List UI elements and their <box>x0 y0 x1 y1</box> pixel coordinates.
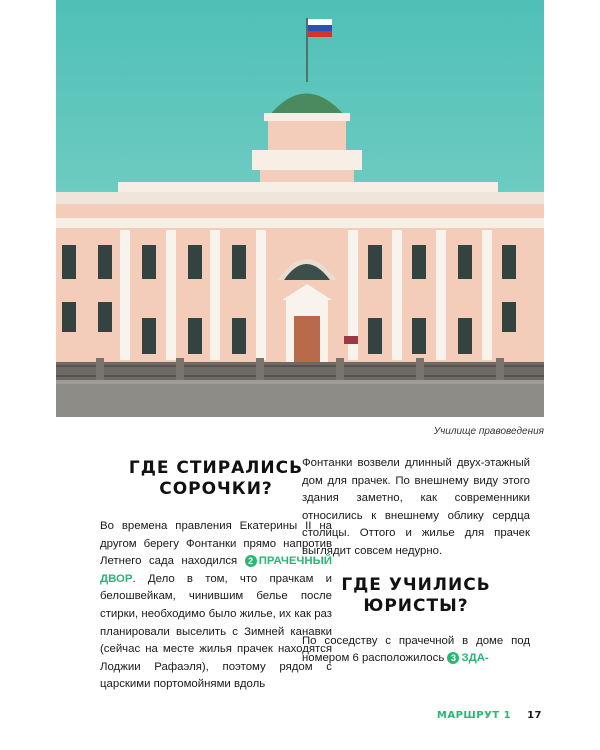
section-title-lawyers: ГДЕ УЧИЛИСЬ ЮРИСТЫ? <box>341 574 491 616</box>
place-number-badge: 2 <box>245 555 257 567</box>
paragraph-laundry-start: Во времена правления Екатерины II на другом берегу Фонтанки прямо напротив Летнего сада находился <box>100 520 332 568</box>
page-footer <box>437 710 542 721</box>
building-photo <box>56 0 544 417</box>
paragraph-laundry-continued: Фонтанки возвели длинный двух-этажный дом для прачек. По внешнему виду этого здания заметно, как современники относились к внешнему облику сердца столицы. Оттого и жилье для прачек выглядит совсем недурно. <box>302 457 530 557</box>
paragraph-lawyers <box>302 633 530 668</box>
right-column <box>302 455 530 668</box>
paragraph-laundry <box>100 518 332 694</box>
place-name-building: ЗДА- <box>461 652 489 665</box>
route-label: МАРШРУТ 1 <box>436 710 512 721</box>
paragraph-laundry-rest: . Дело в том, что прачкам и белошвейкам, чинившим белье после стирки, необходимо было жилье, их как раз планировали выселить с Зимней канавки (сейчас на месте жилья прачек находятся Лоджии Рафаэля), поэтому рядом с царскими портомойнями вдоль <box>100 572 332 691</box>
place-number-badge: 3 <box>447 652 459 664</box>
page-number: 17 <box>527 710 542 721</box>
section-title-laundry: ГДЕ СТИРАЛИСЬ СОРОЧКИ? <box>128 458 304 499</box>
place-name-laundry-yard: ПРАЧЕЧНЫЙ ДВОР <box>100 555 332 585</box>
paragraph-lawyers-start: По соседству с прачечной в доме под номером 6 расположилось <box>302 634 530 665</box>
photo-caption: Училище правоведения <box>433 426 544 437</box>
left-column <box>100 455 332 694</box>
